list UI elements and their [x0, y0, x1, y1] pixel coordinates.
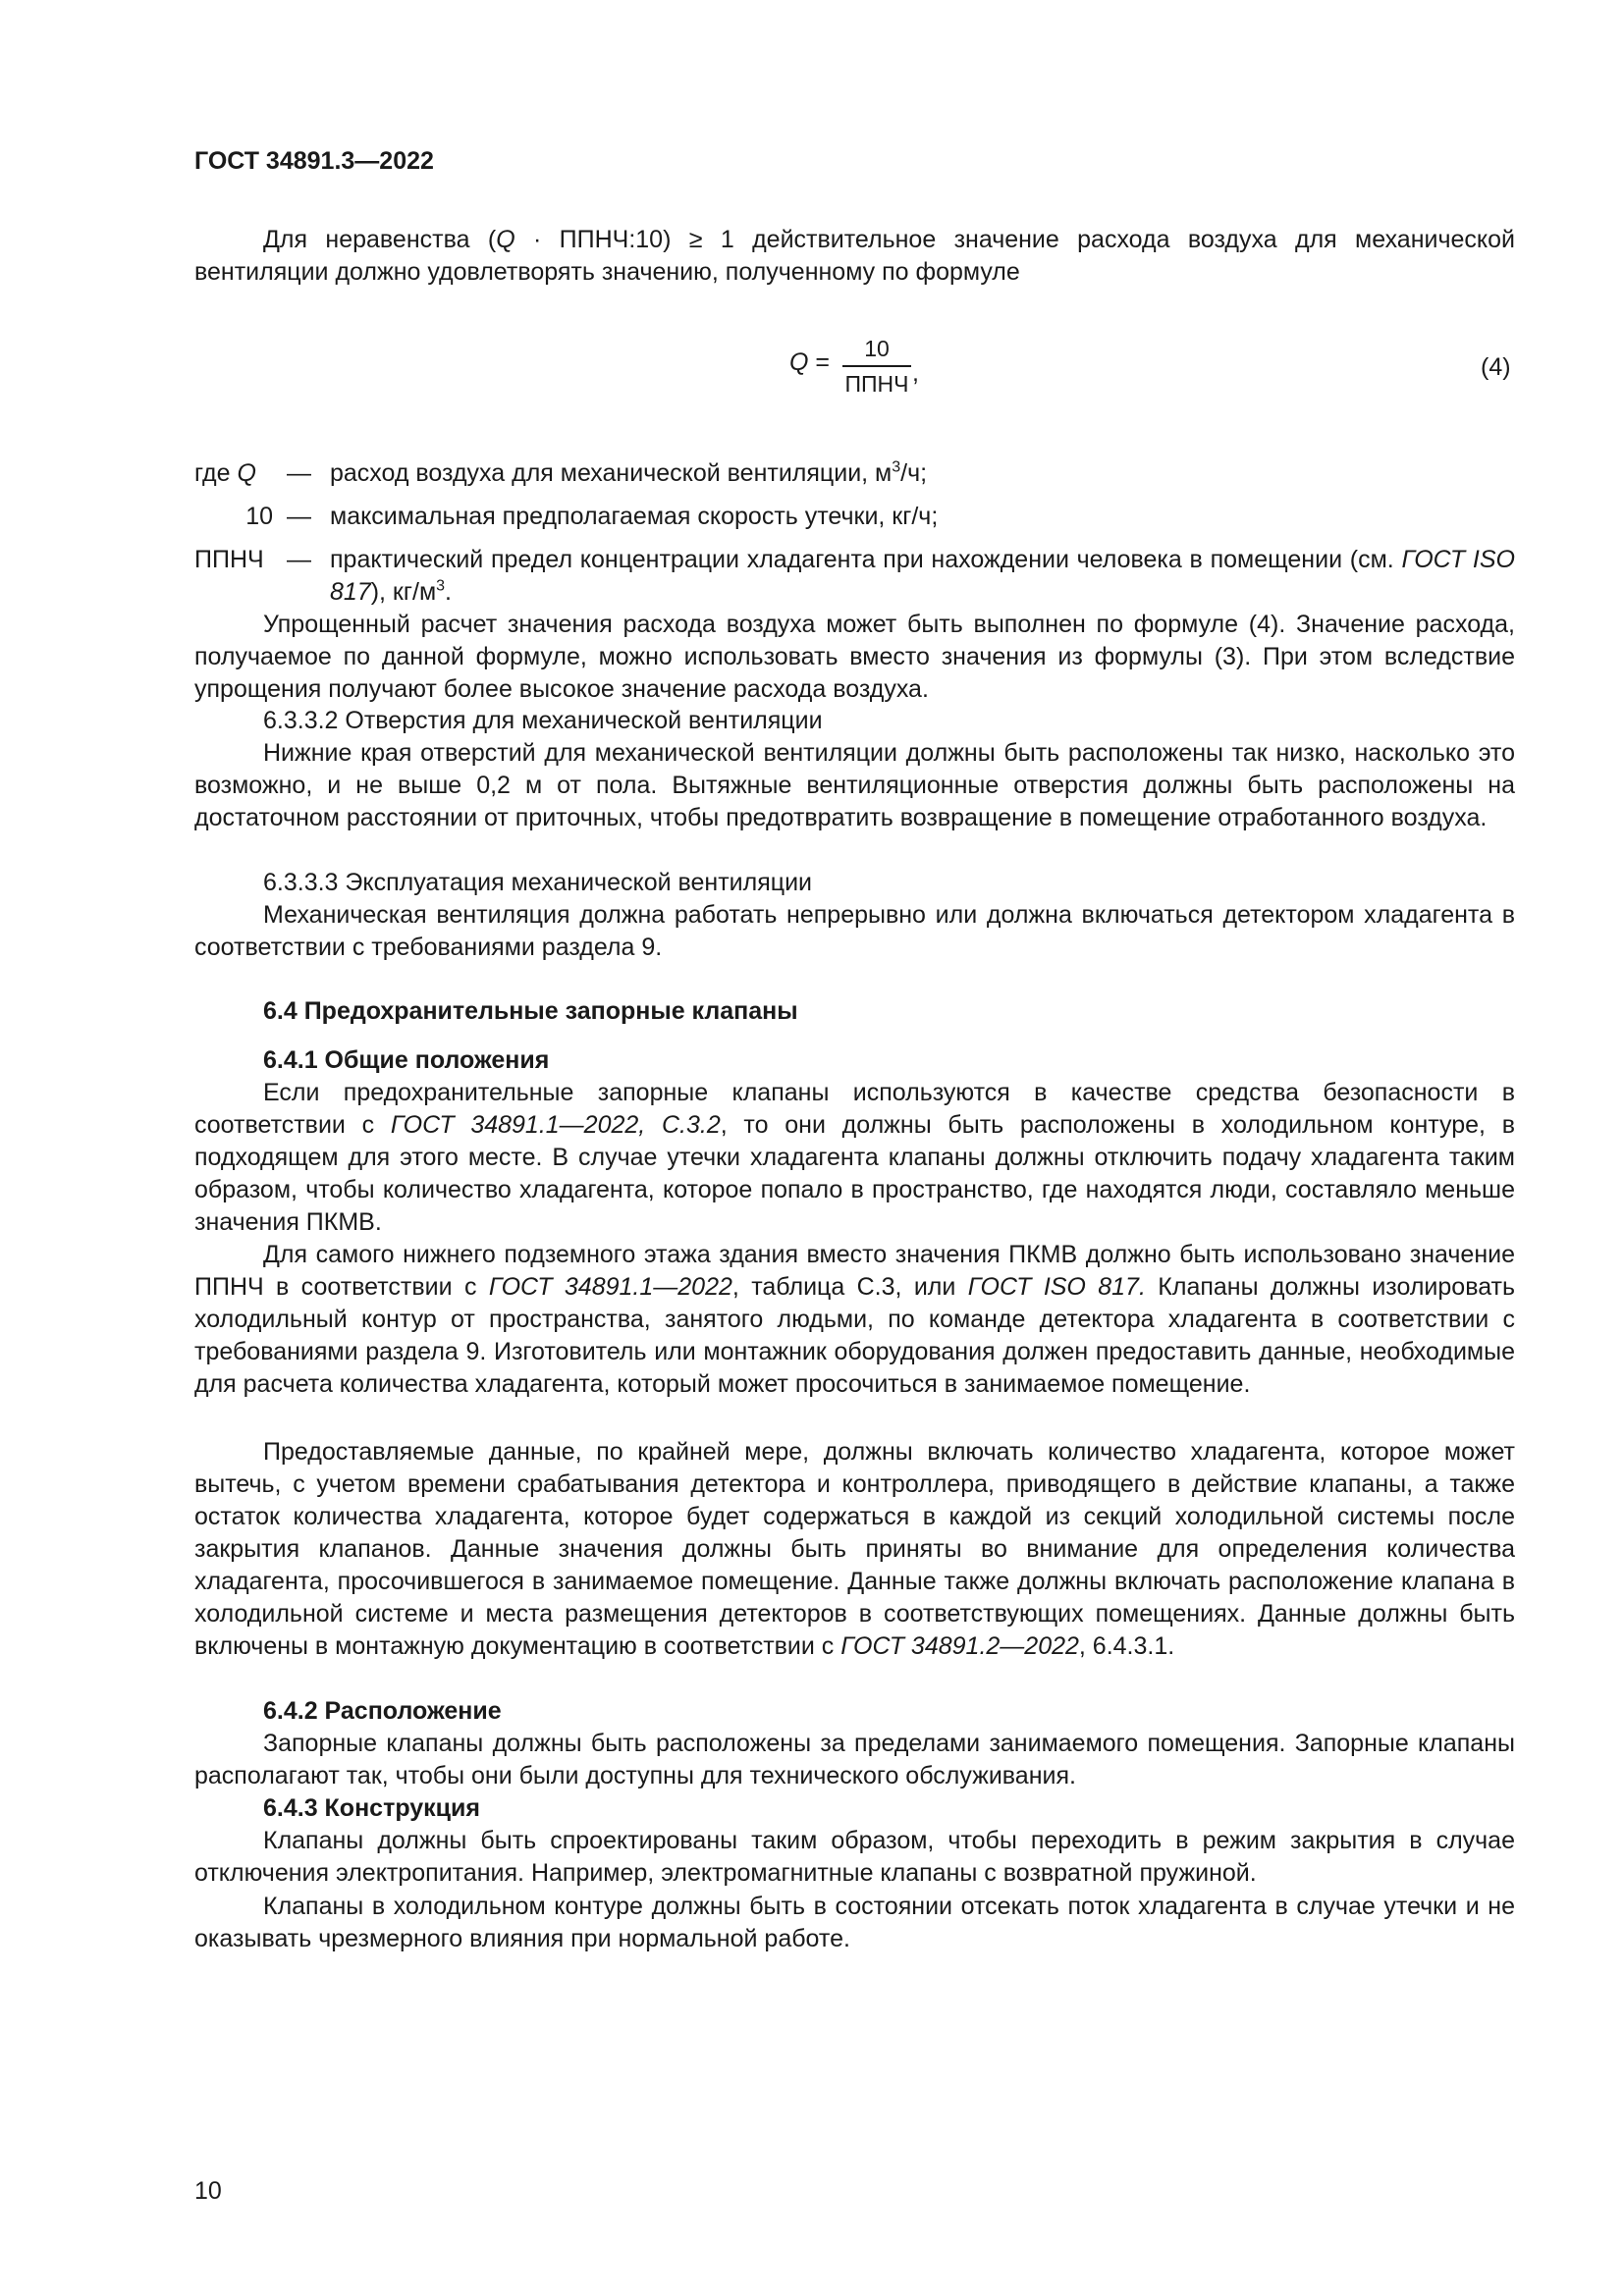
- section-6-4-title: 6.4 Предохранительные запорные клапаны: [263, 997, 798, 1025]
- formula-comma: ,: [912, 359, 919, 387]
- formula-fraction: [842, 334, 911, 399]
- formula-denominator: ППНЧ: [844, 371, 909, 397]
- section-6-3-3-2-title: 6.3.3.2 Отверстия для механической вентиляции: [263, 707, 823, 734]
- formula-number: (4): [1481, 353, 1511, 381]
- section-6-4-1-paragraph-1: Если предохранительные запорные клапаны используются в качестве средства безопасности в соответствии с ГОСТ 34891.1—2022, С.3.2, то они должны быть расположены в холодильном контуре, в подходящем для этого месте. В случае утечки хладагента клапаны должны отключить подачу хладагента таким образом, чтобы количество хладагента, которое попало в пространство, где находятся люди, составляло меньше значения ПКМВ.: [194, 1079, 1515, 1236]
- definition-text: максимальная предполагаемая скорость утечки, кг/ч;: [330, 503, 939, 530]
- definition-dash: —: [287, 546, 311, 573]
- definition-text: практический предел концентрации хладагента при нахождении человека в помещении (см. ГОСТ ISO 817), $кг/м^3$.: [330, 546, 1515, 606]
- section-6-4-2-title: 6.4.2 Расположение: [263, 1697, 502, 1725]
- section-6-3-3-3-title: 6.3.3.3 Эксплуатация механической вентиляции: [263, 869, 813, 896]
- page-number: 10: [194, 2177, 222, 2205]
- section-6-4-1-paragraph-3: Предоставляемые данные, по крайней мере, должны включать количество хладагента, которое может вытечь, с учетом времени срабатывания детектора и контроллера, приводящего в действие клапаны, а также остаток количества хладагента, которое будет содержаться в каждой из секций холодильной системы после закрытия клапанов. Данные значения должны быть приняты во внимание для определения количества хладагента, просочившегося в занимаемое помещение. Данные также должны включать расположение клапана в холодильной системе и места размещения детекторов в соответствующих помещениях. Данные должны быть включены в монтажную документацию в соответствии с ГОСТ 34891.2—2022, 6.4.3.1.: [194, 1438, 1515, 1660]
- formula-numerator: 10: [842, 334, 911, 367]
- formula-lhs: Q =: [789, 348, 831, 376]
- section-6-3-3-2-text: Нижние края отверстий для механической вентиляции должны быть расположены так низко, насколько это возможно, и не выше 0,2 м от пола. Вытяжные вентиляционные отверстия должны быть расположены на достаточном расстоянии от приточных, чтобы предотвратить возвращение в помещение отработанного воздуха.: [194, 739, 1515, 831]
- intro-paragraph: Для неравенства (Q · ППНЧ:10) ≥ 1 действительное значение расхода воздуха для механической вентиляции должно удовлетворять значению, полученному по формуле: [194, 226, 1516, 286]
- section-6-3-3-3-text: Механическая вентиляция должна работать непрерывно или должна включаться детектором хладагента в соответствии с требованиями раздела 9.: [194, 901, 1515, 961]
- definition-term: где Q: [194, 459, 256, 487]
- definition-dash: —: [287, 503, 311, 530]
- definition-dash: —: [287, 459, 311, 487]
- definition-term: 10: [245, 503, 273, 530]
- section-6-4-2-text: Запорные клапаны должны быть расположены за пределами занимаемого помещения. Запорные клапаны располагают так, чтобы они были доступны для технического обслуживания.: [194, 1730, 1515, 1789]
- definition-text: расход воздуха для механической вентиляции, $м^3/ч$;: [330, 458, 928, 487]
- section-6-4-1-paragraph-2: Для самого нижнего подземного этажа здания вместо значения ПКМВ должно быть использовано значение ППНЧ в соответствии с ГОСТ 34891.1—2022, таблица С.3, или ГОСТ ISO 817. Клапаны должны изолировать холодильный контур от пространства, занятого людьми, по команде детектора хладагента в соответствии с требованиями раздела 9. Изготовитель или монтажник оборудования должен предоставить данные, необходимые для расчета количества хладагента, который может просочиться в занимаемое помещение.: [194, 1241, 1516, 1398]
- section-6-4-3-paragraph-1: Клапаны должны быть спроектированы таким образом, чтобы переходить в режим закрытия в случае отключения электропитания. Например, электромагнитные клапаны с возвратной пружиной.: [194, 1827, 1515, 1887]
- section-6-4-1-title: 6.4.1 Общие положения: [263, 1046, 550, 1074]
- definition-term: ППНЧ: [194, 546, 264, 573]
- document-code: ГОСТ 34891.3—2022: [194, 147, 434, 175]
- section-6-4-3-title: 6.4.3 Конструкция: [263, 1794, 481, 1822]
- simplified-calc-paragraph: Упрощенный расчет значения расхода воздуха может быть выполнен по формуле (4). Значение расхода, получаемое по данной формуле, можно использовать вместо значения из формулы (3). При этом вследствие упрощения получают более высокое значение расхода воздуха.: [194, 611, 1515, 703]
- section-6-4-3-paragraph-2: Клапаны в холодильном контуре должны быть в состоянии отсекать поток хладагента в случае утечки и не оказывать чрезмерного влияния при нормальной работе.: [194, 1893, 1515, 1952]
